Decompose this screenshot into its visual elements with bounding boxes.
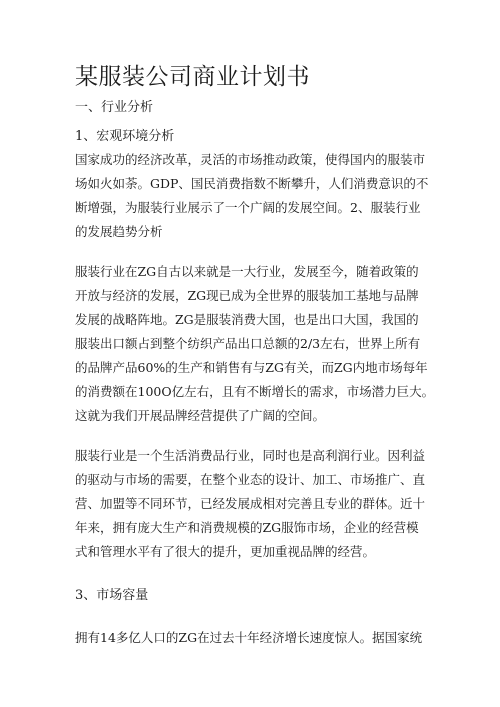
text-line: 开放与经济的发展，ZG现已成为全世界的服装加工基地与品牌 — [75, 288, 419, 303]
text-line: 断增强，为服装行业展示了一个广阔的发展空间。2、服装行业 — [75, 200, 421, 215]
text-line: 拥有14多亿人口的ZG在过去十年经济增长速度惊人。据国家统 — [75, 630, 423, 645]
text-line: 场如火如荼。GDP、国民消费指数不断攀升，人们消费意识的不 — [75, 176, 429, 191]
text-line: 服装行业在ZG自古以来就是一大行业，发展至今，随着政策的 — [75, 264, 419, 279]
text-line: 营、加盟等不同环节，已经发展成相对完善且专业的群体。近十 — [75, 496, 426, 511]
subsection-heading-market-capacity: 3、市场容量 — [75, 588, 149, 603]
paragraph-macro-environment — [75, 148, 435, 244]
text-line: 的品牌产品60%的生产和销售有与ZG有关，而ZG内地市场每年 — [75, 360, 428, 375]
text-line: 的发展趋势分析 — [75, 224, 163, 239]
text-line: 的驱动与市场的需要，在整个业态的设计、加工、市场推广、直 — [75, 472, 426, 487]
paragraph-market-capacity — [75, 626, 435, 650]
text-line: 年来，拥有庞大生产和消费规模的ZG服饰市场，企业的经营模 — [75, 520, 419, 535]
document-title: 某服装公司商业计划书 — [75, 64, 310, 90]
section-heading: 一、行业分析 — [75, 100, 154, 115]
text-line: 发展的战略阵地。ZG是服装消费大国，也是出口大国，我国的 — [75, 312, 419, 327]
text-line: 国家成功的经济改革，灵活的市场推动政策，使得国内的服装市 — [75, 152, 426, 167]
text-line: 这就为我们开展品牌经营提供了广阔的空间。 — [75, 408, 326, 423]
paragraph-industry-profit — [75, 444, 435, 564]
paragraph-industry-trend — [75, 260, 435, 428]
text-line: 服装行业是一个生活消费品行业，同时也是高利润行业。因利益 — [75, 448, 426, 463]
text-line: 服装出口额占到整个纺织产品出口总额的2/3左右，世界上所有 — [75, 336, 421, 351]
text-line: 的消费额在100O亿左右，且有不断增长的需求，市场潜力巨大。 — [75, 384, 435, 399]
subsection-heading: 1、宏观环境分析 — [75, 129, 175, 144]
text-line: 式和管理水平有了很大的提升，更加重视品牌的经营。 — [75, 544, 376, 559]
